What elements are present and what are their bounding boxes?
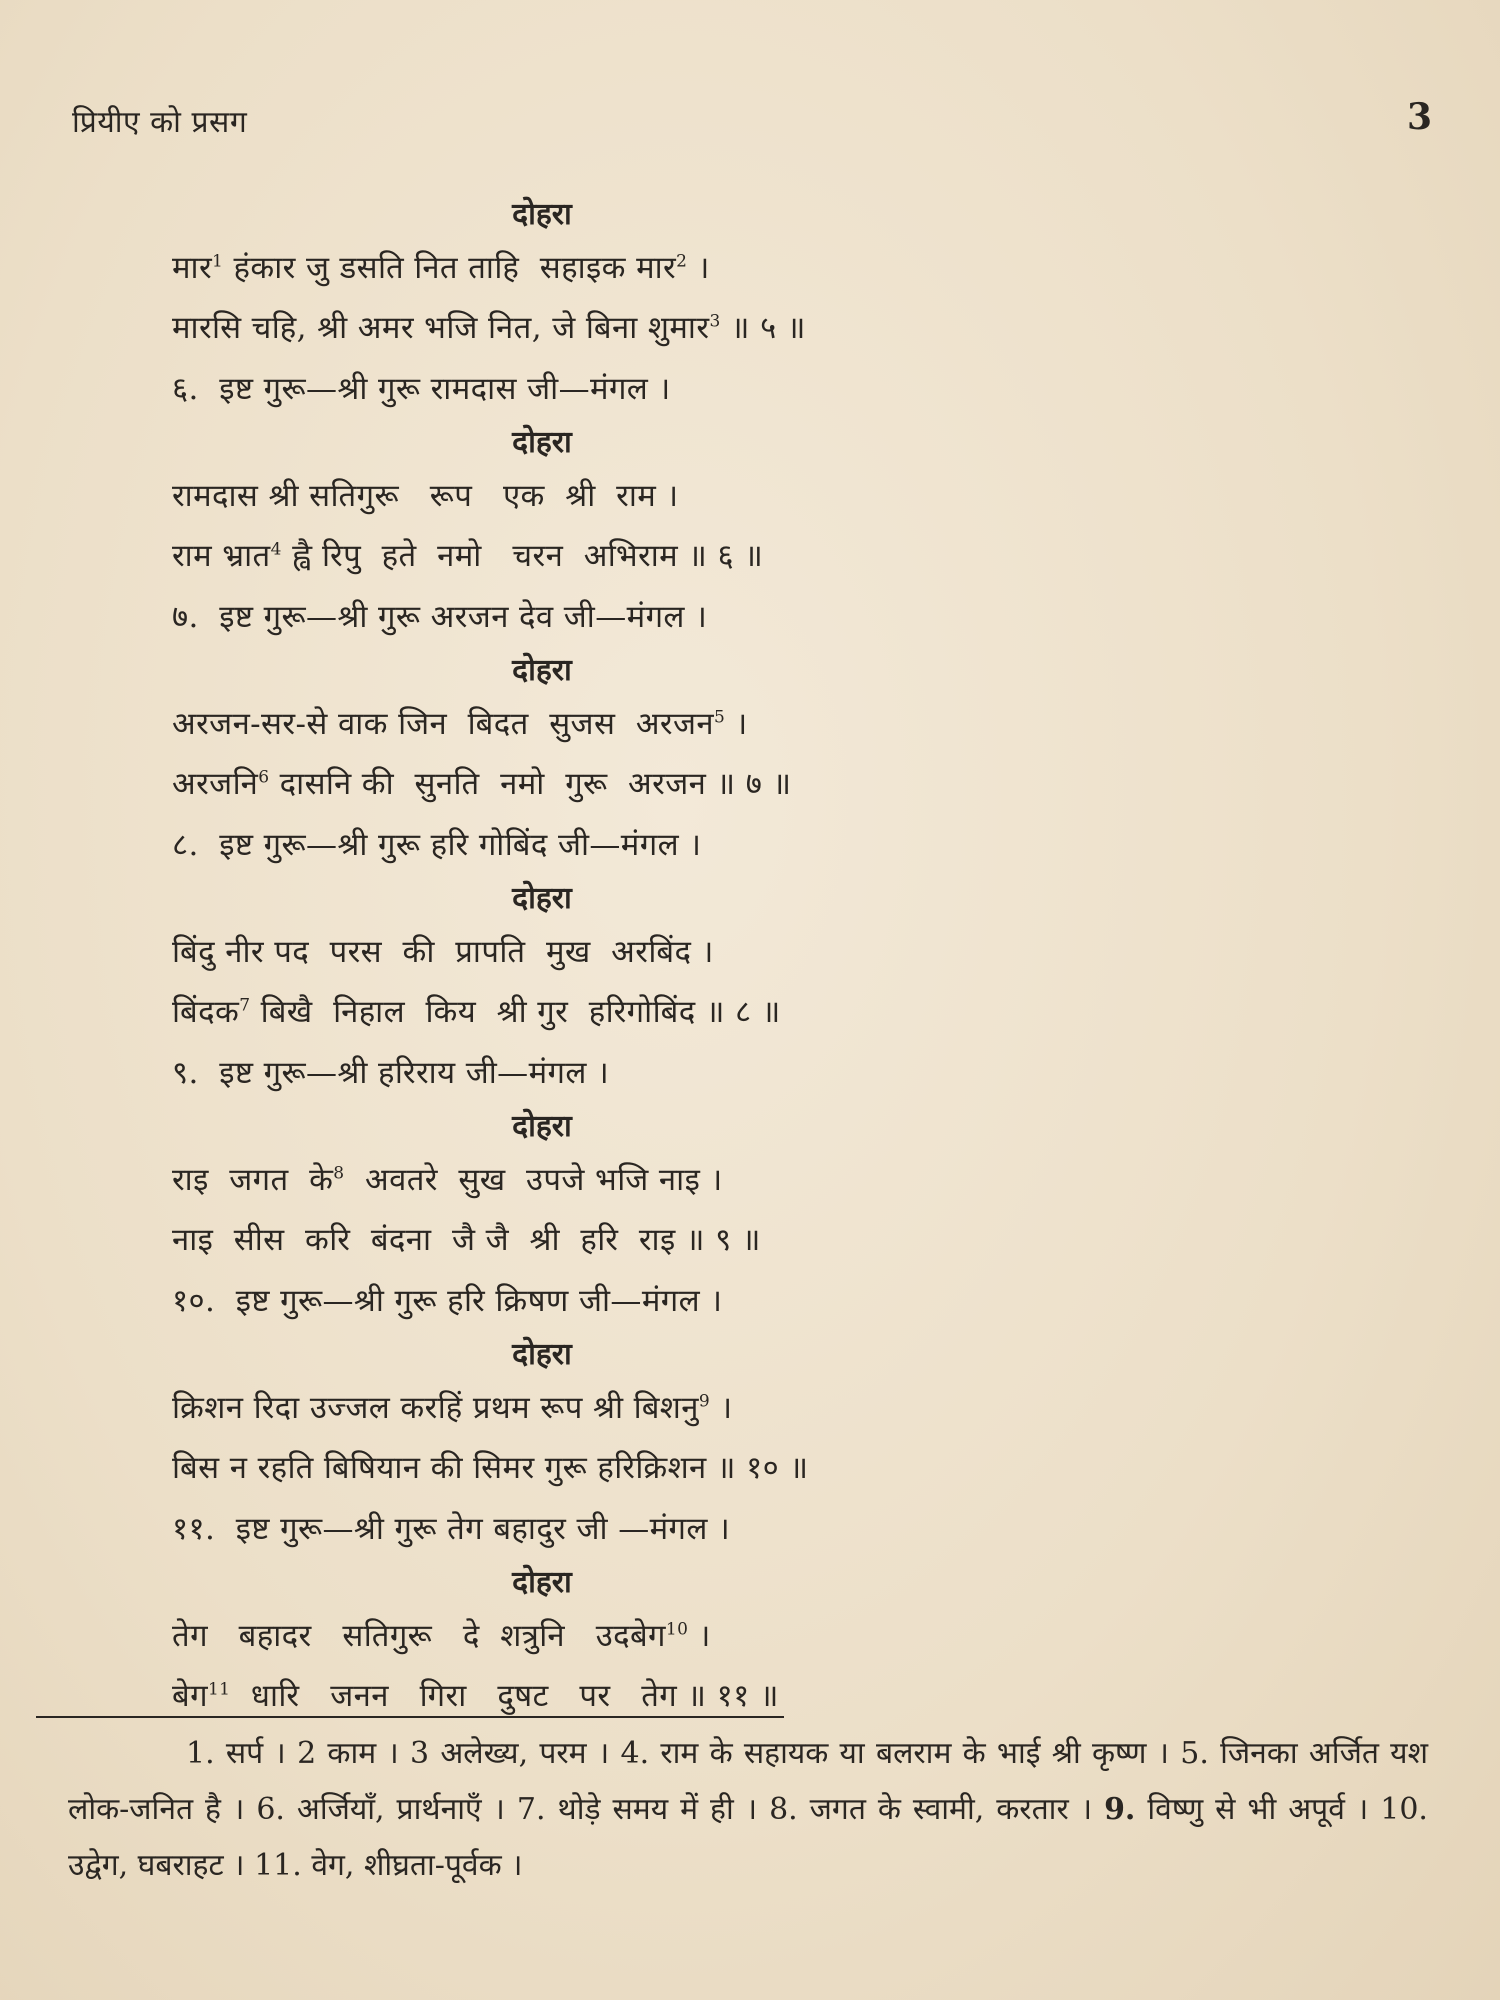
footnote-number: 11.: [254, 1848, 302, 1883]
footnote-marker: 10: [665, 1619, 689, 1640]
footnote-text: उद्वेग, घबराहट ।: [68, 1848, 245, 1883]
verse-line: [172, 694, 1292, 754]
verse-text: दासनि की सुनति नमो गुरू अरजन ॥ ७ ॥: [269, 766, 792, 802]
verse-text: राम भ्रात: [172, 538, 271, 574]
footnote-text: अर्जियाँ, प्रार्थनाएँ ।: [284, 1792, 505, 1827]
footnote-marker: 7: [239, 995, 251, 1016]
verse-text: बिंदक: [172, 994, 240, 1030]
guru-heading: ६. इष्ट गुरू—श्री गुरू रामदास जी—मंगल ।: [172, 371, 671, 407]
footnote-marker: 8: [333, 1163, 345, 1184]
verse-line: [172, 1606, 1292, 1666]
verse-line: [172, 1438, 1292, 1498]
verse-text: राइ जगत के: [172, 1162, 334, 1198]
verse-text: ।: [710, 1390, 733, 1426]
verse-text: तेग बहादर सतिगुरू दे शत्रुनि उदबेग: [172, 1618, 666, 1654]
guru-heading: ११. इष्ट गुरू—श्री गुरू तेग बहादुर जी —मंगल ।: [172, 1511, 731, 1547]
verse-text: हंकार जु डसति नित ताहि सहाइक मार: [223, 250, 677, 286]
verse-text: अवतरे सुख उपजे भजि नाइ ।: [344, 1162, 723, 1198]
guru-heading: ८. इष्ट गुरू—श्री गुरू हरि गोबिंद जी—मंगल ।: [172, 827, 702, 863]
footnote-text: जगत के स्वामी, करतार ।: [797, 1792, 1093, 1827]
dohra-title: दोहरा: [512, 1109, 572, 1144]
footnote-number: 7.: [516, 1792, 546, 1827]
footnote-marker: 6: [258, 767, 270, 788]
footnote-text: विष्णु से भी अपूर्व ।: [1135, 1792, 1369, 1827]
verse-text: बिस न रहति बिषियान की सिमर गुरू हरिक्रिशन ॥ १० ॥: [172, 1450, 809, 1486]
verse-line: [172, 982, 1292, 1042]
dohra-title: दोहरा: [512, 653, 572, 688]
footnote-marker: 1: [212, 251, 224, 272]
running-head: प्रियीए को प्रसग: [72, 105, 248, 140]
verse-line: [172, 922, 1292, 982]
footnote-number: 6.: [256, 1792, 285, 1827]
dohra-title: दोहरा: [512, 1565, 572, 1600]
footnote-item: [769, 1792, 1092, 1827]
footnote-marker: 5: [714, 707, 726, 728]
verse-line: [172, 1150, 1292, 1210]
guru-heading: १०. इष्ट गुरू—श्री गुरू हरि क्रिषण जी—मंगल ।: [172, 1283, 723, 1319]
verse-text: मारसि चहि, श्री अमर भजि नित, जे बिना शुमार: [172, 310, 710, 346]
footnote-item: [256, 1792, 505, 1827]
verse-line: [172, 466, 1292, 526]
footnote-item: [186, 1736, 286, 1771]
verse-line: [172, 1378, 1292, 1438]
footnote-text: वेग, शीघ्रता-पूर्वक ।: [301, 1848, 523, 1883]
verse-text: रामदास श्री सतिगुरू रूप एक श्री राम ।: [172, 478, 679, 514]
footnote-text: अलेख्य, परम ।: [429, 1736, 610, 1771]
footnote-number: 10.: [1380, 1792, 1428, 1827]
page-number: 3: [1406, 96, 1432, 138]
footnotes: [68, 1726, 1428, 1894]
footnote-number: 9.: [1104, 1792, 1136, 1827]
verse-line: [172, 1210, 1292, 1270]
verse-text: ॥ ५ ॥: [720, 310, 806, 346]
footnote-number: 2: [297, 1736, 317, 1771]
footnote-item: [620, 1736, 1169, 1771]
footnote-rule: [36, 1716, 784, 1718]
dohra-title: दोहरा: [512, 425, 572, 460]
guru-heading: ९. इष्ट गुरू—श्री हरिराय जी—मंगल ।: [172, 1055, 610, 1091]
footnote-marker: 4: [270, 539, 282, 560]
footnote-text: जिनका अर्जित यश लोक-जनित है ।: [68, 1736, 1428, 1827]
footnote-item: [254, 1848, 522, 1883]
footnote-marker: 9: [698, 1391, 711, 1412]
footnote-number: 5.: [1180, 1736, 1209, 1771]
footnote-number: 3: [410, 1736, 430, 1771]
footnote-marker: 2: [676, 251, 688, 272]
verse-line: [172, 238, 1292, 298]
verse-line: [172, 298, 1292, 358]
verse-body: [172, 192, 1292, 1726]
verse-text: बिखै निहाल किय श्री गुर हरिगोबिंद ॥ ८ ॥: [250, 994, 781, 1030]
verse-text: ।: [688, 1618, 711, 1654]
verse-text: अरजन-सर-से वाक जिन बिदत सुजस अरजन: [172, 706, 714, 742]
verse-text: नाइ सीस करि बंदना जै जै श्री हरि राइ ॥ ९ ॥: [172, 1222, 761, 1258]
guru-heading: ७. इष्ट गुरू—श्री गुरू अरजन देव जी—मंगल ।: [172, 599, 708, 635]
footnote-number: 8.: [769, 1792, 798, 1827]
dohra-title: दोहरा: [512, 881, 572, 916]
dohra-title: दोहरा: [512, 197, 572, 232]
footnote-text: काम ।: [316, 1736, 399, 1771]
page-header: [72, 96, 1432, 150]
footnote-text: राम के सहायक या बलराम के भाई श्री कृष्ण ।: [649, 1736, 1170, 1771]
dohra-title: दोहरा: [512, 1337, 572, 1372]
verse-text: ।: [725, 706, 748, 742]
footnote-text: थोड़े समय में ही ।: [545, 1792, 758, 1827]
footnote-text: सर्प ।: [214, 1736, 286, 1771]
verse-text: अरजनि: [172, 766, 259, 802]
verse-line: [172, 526, 1292, 586]
verse-text: बिंदु नीर पद परस की प्रापति मुख अरबिंद ।: [172, 934, 714, 970]
verse-text: ।: [687, 250, 710, 286]
verse-text: क्रिशन रिदा उज्जल करहिं प्रथम रूप श्री बिशनु: [172, 1390, 699, 1426]
footnote-number: 1.: [186, 1736, 215, 1771]
verse-text: ह्वै रिपु हते नमो चरन अभिराम ॥ ६ ॥: [281, 538, 764, 574]
footnote-number: 4.: [620, 1736, 650, 1771]
verse-line: [172, 754, 1292, 814]
footnote-marker: 11: [207, 1679, 231, 1700]
verse-text: धारि जनन गिरा दुषट पर तेग ॥ ११ ॥: [230, 1678, 779, 1714]
footnote-item: [1104, 1792, 1368, 1827]
footnote-marker: 3: [709, 311, 721, 332]
footnote-item: [517, 1792, 757, 1827]
footnote-item: [297, 1736, 399, 1771]
verse-text: मार: [172, 250, 213, 286]
verse-text: बेग: [172, 1678, 208, 1714]
footnote-item: [410, 1736, 609, 1771]
